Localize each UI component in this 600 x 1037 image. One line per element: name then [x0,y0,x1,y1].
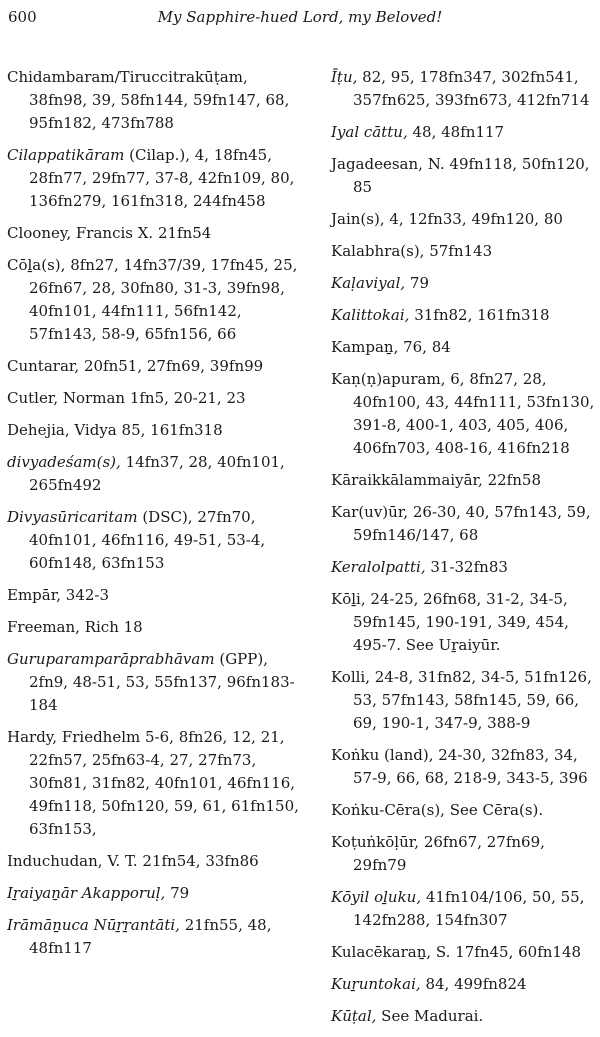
index-references: 31fn82, 161fn318 [409,306,550,324]
index-references: 38fn98, 39, 58fn144, 59fn147, 68, 95fn182, 473fn788 [29,91,290,132]
index-term: Cōḻa(s), [7,256,66,274]
index-references: 24-25, 26fn68, 31-2, 34-5, 59fn145, 190-191, 349, 454, 495-7. See Uṟaiyūr. [353,590,569,654]
index-references: (GPP), 2fn9, 48-51, 53, 55fn137, 96fn183-184 [29,650,295,714]
index-references: 31-32fn83 [425,558,508,576]
index-references: 79 [405,274,430,292]
index-references: 41fn104/106, 50, 55, 142fn288, 154fn307 [353,888,585,929]
index-entry [331,153,599,199]
index-references: 26-30, 40, 57fn143, 59, 59fn146/147, 68 [353,503,591,544]
index-column-left [7,66,309,969]
index-references: 6, 8fn27, 28, 40fn100, 43, 44fn111, 53fn130, 391-8, 400-1, 403, 405, 406, 406fn703, 408-16, 416fn218 [353,370,595,457]
index-term: Kāraikkālammaiyār, [331,471,483,489]
index-term: Chidambaram/Tiruccitrakūṭam, [7,68,248,86]
index-entry [331,121,599,144]
index-term: Guruparamparāprabhāvam [7,650,215,668]
index-term: Empār, [7,586,62,604]
index-entry [331,208,599,231]
index-references: 48, 48fn117 [407,123,505,141]
index-term: Kūṭal, [331,1007,377,1025]
index-references: 21fn54, 33fn86 [137,852,259,870]
index-references: 5-6, 8fn26, 12, 21, 22fn57, 25fn63-4, 27, 27fn73, 30fn81, 31fn82, 40fn101, 46fn116, 49fn118, 50fn120, 59, 61, 61fn150, 63fn153, [29,728,299,838]
index-term: Kulacēkaraṉ, S. [331,943,451,961]
index-entry [331,368,599,460]
index-term: Jain(s), [331,210,385,228]
index-references: 342-3 [61,586,110,604]
index-entry [7,254,309,346]
index-references: 57fn143 [424,242,493,260]
index-entry [331,886,599,932]
index-entry [7,584,309,607]
index-term: Kalabhra(s), [331,242,425,260]
index-term: Kuṟuntokai, [331,975,421,993]
index-term: Kaḷaviyal, [331,274,406,292]
index-references: 17fn45, 60fn148 [450,943,582,961]
index-term: Kalittokai, [331,306,410,324]
running-head: My Sapphire-hued Lord, my Beloved! [157,8,443,26]
page-header [8,2,592,32]
index-references: 4, 12fn33, 49fn120, 80 [384,210,563,228]
index-term: Dehejia, Vidya [7,421,117,439]
index-term: Koṭuṅkōḷūr, [331,833,420,851]
index-entry [331,941,599,964]
index-references: (Cilap.), 4, 18fn45, 28fn77, 29fn77, 37-8, 42fn109, 80, 136fn279, 161fn318, 244fn458 [29,146,295,210]
index-term: Cuntarar, [7,357,80,375]
index-references: 24-8, 31fn82, 34-5, 51fn126, 53, 57fn143, 58fn145, 59, 66, 69, 190-1, 347-9, 388-9 [353,668,592,732]
index-references: 18 [118,618,143,636]
index-term: Hardy, Friedhelm [7,728,141,746]
index-references: 84, 499fn824 [420,975,527,993]
index-term: Induchudan, V. T. [7,852,138,870]
index-term: Freeman, Rich [7,618,119,636]
index-entry [331,744,599,790]
index-entry [7,726,309,841]
index-term: Kar(uv)ūr, [331,503,409,521]
index-entry [7,144,309,213]
index-term: Iṟaiyaṉār Akapporuḷ, [7,884,166,902]
index-entry [331,556,599,579]
index-entry [331,469,599,492]
index-term: Iyal cāttu, [331,123,408,141]
index-references: 79 [165,884,190,902]
index-entry [331,831,599,877]
index-entry [331,304,599,327]
index-references: 21fn54 [153,224,212,242]
index-entry [7,882,309,905]
index-entry [331,240,599,263]
index-references: (DSC), 27fn70, 40fn101, 46fn116, 49-51, 53-4, 60fn148, 63fn153 [29,508,266,572]
index-references: 21fn55, 48, 48fn117 [29,916,272,957]
index-references: 85, 161fn318 [116,421,223,439]
index-references: See Cēra(s). [444,801,544,819]
index-entry [331,336,599,359]
index-references: 76, 84 [398,338,451,356]
index-entry [331,501,599,547]
index-term: Clooney, Francis X. [7,224,154,242]
index-entry [7,355,309,378]
index-entry [331,272,599,295]
index-term: Cilappatikāram [7,146,125,164]
index-term: Cutler, Norman [7,389,126,407]
index-entry [7,222,309,245]
index-entry [7,451,309,497]
index-term: divyadeśam(s), [7,453,121,471]
index-entry [7,506,309,575]
index-term: Kolli, [331,668,370,686]
index-references: 1fn5, 20-21, 23 [125,389,246,407]
index-column-right [331,66,599,1037]
index-term: Keralolpatti, [331,558,426,576]
index-term: Kaṇ(ṇ)apuram, [331,370,446,388]
index-references: 26fn67, 27fn69, 29fn79 [353,833,545,874]
index-entry [7,648,309,717]
index-references: 24-30, 32fn83, 34, 57-9, 66, 68, 218-9, 343-5, 396 [353,746,588,787]
index-term: Kampaṉ, [331,338,399,356]
index-entry [331,973,599,996]
index-entry [331,66,599,112]
index-term: Divyasūricaritam [7,508,138,526]
index-entry [7,850,309,873]
index-entry [7,616,309,639]
index-term: Kōyil oḻuku, [331,888,422,906]
index-references: 22fn58 [482,471,541,489]
index-term: Jagadeesan, N. [331,155,445,173]
index-term: Kōḻi, [331,590,366,608]
index-entry [331,799,599,822]
index-references: 14fn37, 28, 40fn101, 265fn492 [29,453,285,494]
index-term: Irāmāṉuca Nūṟṟantāti, [7,916,180,934]
index-entry [331,588,599,657]
index-term: Koṅku-Cēra(s), [331,801,445,819]
index-references: 20fn51, 27fn69, 39fn99 [79,357,264,375]
index-references: 8fn27, 14fn37/39, 17fn45, 25, 26fn67, 28, 30fn80, 31-3, 39fn98, 40fn101, 44fn111, 56fn142, 57fn143, 58-9, 65fn156, 66 [29,256,298,343]
index-entry [331,666,599,735]
index-references: 82, 95, 178fn347, 302fn541, 357fn625, 393fn673, 412fn714 [353,68,590,109]
index-term: Īṭu, [331,68,358,86]
index-entry [7,66,309,135]
page-number: 600 [8,8,37,26]
index-entry [7,387,309,410]
index-references: 49fn118, 50fn120, 85 [353,155,590,196]
index-entry [7,419,309,442]
index-references: See Madurai. [376,1007,484,1025]
index-term: Koṅku (land), [331,746,434,764]
index-entry [7,914,309,960]
index-entry [331,1005,599,1028]
